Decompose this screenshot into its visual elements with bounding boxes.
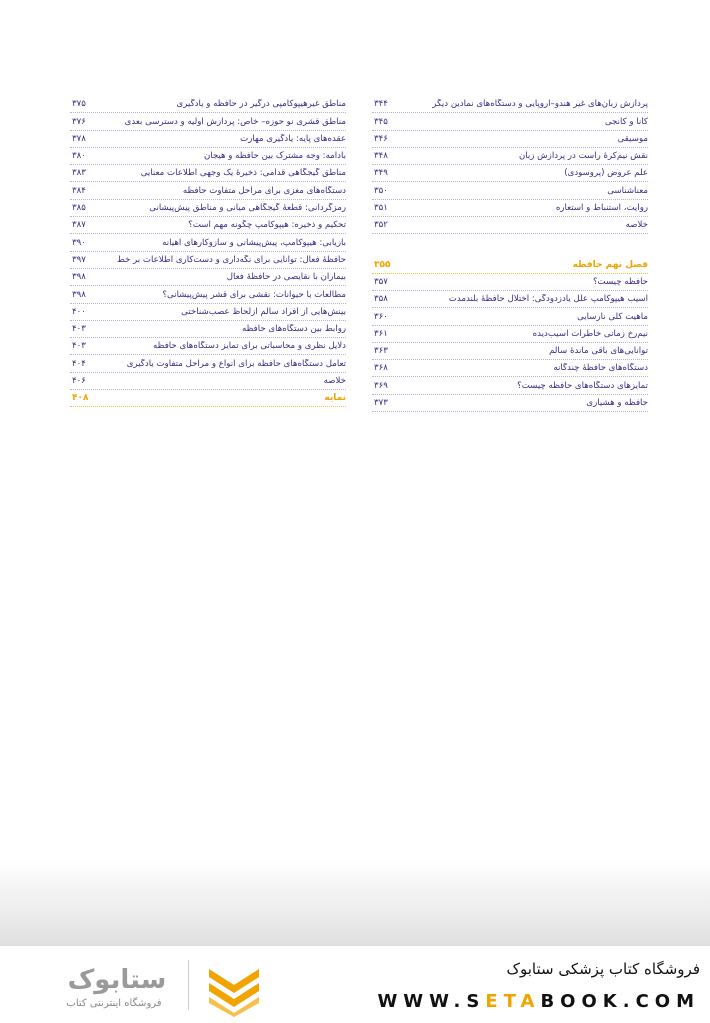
toc-entry-page: ۳۸۷: [72, 220, 86, 231]
toc-entry: [372, 182, 648, 199]
toc-entry-title: مناطق گیجگاهی قدامی: ذخیرهٔ یک وجهی اطلاعات معنایی: [140, 168, 346, 179]
toc-entry-page: ۳۷۸: [72, 133, 86, 144]
toc-chapter-page: ۳۵۵: [374, 259, 391, 270]
toc-entry: [372, 360, 648, 377]
toc-entry: [372, 217, 648, 234]
toc-entry: [70, 113, 346, 130]
toc-entry-page: ۳۸۳: [72, 168, 86, 179]
toc-entry-page: ۳۵۰: [374, 185, 388, 196]
toc-entry-title: حافظه چیست؟: [593, 276, 648, 287]
toc-entry-title: تمایزهای دستگاه‌های حافظه چیست؟: [517, 380, 648, 391]
store-url-suffix: BOOK.COM: [540, 991, 700, 1012]
toc-entry-page: ۳۵۸: [374, 294, 388, 305]
toc-chapter-title: فصل نهم حافظه: [572, 259, 648, 270]
toc-entry-title: خلاصه: [323, 376, 346, 387]
store-url[interactable]: [356, 991, 700, 1012]
toc-entry-page: ۴۰۳: [72, 324, 86, 335]
toc-entry-title: مناطق قشری نو حوزه– خاص: پردازش اولیه و دسترسی بعدی: [124, 116, 346, 127]
toc-entry: [70, 148, 346, 165]
toc-entry: [372, 308, 648, 325]
toc-entry-page: ۳۴۶: [374, 133, 388, 144]
toc-entry: [70, 131, 346, 148]
toc-entry-title: پردازش زبان‌های غیر هندو–اروپایی و دستگاه‌های نمادین دیگر: [432, 99, 648, 110]
logo-wordmark: ستابوک: [67, 965, 167, 995]
toc-entry-page: ۳۸۰: [72, 151, 86, 162]
toc-entry-page: ۴۰۶: [72, 376, 86, 387]
toc-entry: [372, 291, 648, 308]
toc-entry-title: نیم‌رخ زمانی خاطرات آسیب‌دیده: [532, 328, 648, 339]
toc-entry: [372, 165, 648, 182]
toc-entry-page: ۳۴۹: [374, 168, 388, 179]
toc-entry-page: ۳۶۹: [374, 380, 388, 391]
toc-entry-page: ۳۵۷: [374, 276, 388, 287]
toc-entry: [70, 96, 346, 113]
toc-entry-title: خلاصه: [625, 220, 648, 231]
toc-entry-title: موسیقی: [617, 133, 648, 144]
toc-entry: [372, 96, 648, 113]
store-footer: [0, 946, 710, 1023]
toc-entry-title: نقش نیم‌کرهٔ راست در پردازش زبان: [518, 151, 648, 162]
toc-entry: [70, 269, 346, 286]
toc-entry: [372, 131, 648, 148]
store-url-accent: ETA: [485, 991, 541, 1012]
toc-entry-title: بیماران با نقایصی در حافظهٔ فعال: [226, 272, 346, 283]
toc-entry-page: ۳۴۴: [374, 99, 388, 110]
toc-entry-page: ۳۹۰: [72, 237, 86, 248]
toc-entry: [70, 200, 346, 217]
toc-entry-page: ۳۷۵: [72, 99, 86, 110]
toc-entry: [70, 234, 346, 251]
toc-entry: [70, 338, 346, 355]
toc-left-column: [70, 96, 346, 407]
toc-entry-page: ۳۶۱: [374, 328, 388, 339]
toc-entry-title: علم عروض (پروسودی): [564, 168, 648, 179]
toc-right-column: [372, 96, 648, 412]
toc-entry-title: مطالعات با حیوانات: نقشی برای قشر پیش‌پیشانی؟: [162, 289, 346, 300]
toc-entry-title: رمزگردانی: قطعهٔ گیجگاهی میانی و مناطق پیش‌پیشانی: [149, 203, 346, 214]
toc-entry-title: دستگاه‌های مغزی برای مراحل متفاوت حافظه: [182, 185, 346, 196]
toc-entry: [70, 217, 346, 234]
toc-entry: [70, 165, 346, 182]
toc-entry-title: معناشناسی: [607, 185, 648, 196]
toc-entry-title: بادامه: وجه مشترک بین حافظه و هیجان: [203, 151, 346, 162]
toc-entry-title: تحکیم و ذخیره: هیپوکامپ چگونه مهم است؟: [188, 220, 346, 231]
toc-entry: [70, 373, 346, 390]
toc-entry-title: تعامل دستگاه‌های حافظه برای انواع و مراحل متفاوت یادگیری: [126, 358, 346, 369]
toc-entry-page: ۳۶۳: [374, 346, 388, 357]
toc-entry: [70, 182, 346, 199]
toc-entry: [372, 395, 648, 412]
toc-entry-page: ۳۹۸: [72, 289, 86, 300]
toc-entry-title: دلایل نظری و محاسباتی برای تمایز دستگاه‌های حافظه: [153, 341, 346, 352]
toc-entry-page: ۳۷۳: [374, 398, 388, 409]
toc-entry-page: ۳۴۸: [374, 151, 388, 162]
toc-index-entry: [70, 390, 346, 407]
toc-entry-page: ۳۹۸: [72, 272, 86, 283]
toc-entry: [70, 252, 346, 269]
toc-entry-page: ۴۰۴: [72, 358, 86, 369]
toc-index-title: نمایه: [324, 393, 346, 404]
toc-entry-title: مناطق غیرهیپوکامپی درگیر در حافظه و یادگیری: [176, 99, 346, 110]
toc-entry: [372, 343, 648, 360]
toc-entry-page: ۳۸۵: [72, 203, 86, 214]
toc-chapter-heading: [372, 256, 648, 273]
toc-entry: [70, 355, 346, 372]
store-name: فروشگاه کتاب پزشکی ستابوک: [506, 960, 700, 978]
toc-entry: [372, 326, 648, 343]
toc-entry-page: ۳۷۶: [72, 116, 86, 127]
toc-entry: [372, 200, 648, 217]
toc-entry-page: ۴۰۳: [72, 341, 86, 352]
toc-entry-title: روابط بین دستگاه‌های حافظه: [241, 324, 346, 335]
toc-entry: [372, 377, 648, 394]
logo-tagline: فروشگاه اینترنتی کتاب: [66, 998, 162, 1009]
logo-divider: [188, 960, 189, 1010]
toc-entry-page: ۳۸۴: [72, 185, 86, 196]
toc-entry: [70, 321, 346, 338]
book-logo-icon: [205, 959, 263, 1017]
toc-entry-title: کانا و کانجی: [604, 116, 648, 127]
toc-entry: [372, 274, 648, 291]
toc-entry-title: بینش‌هایی از افراد سالم ازلحاظ عصب‌شناختی: [181, 306, 346, 317]
toc-entry-title: حافظهٔ فعال: توانایی برای نگه‌داری و دست‌کاری اطلاعات بر خط: [116, 254, 346, 265]
toc-entry: [372, 148, 648, 165]
toc-index-page: ۴۰۸: [72, 393, 89, 404]
toc-entry-page: ۳۶۰: [374, 311, 388, 322]
toc-entry-title: حافظه و هشیاری: [586, 398, 648, 409]
toc-entry: [372, 113, 648, 130]
toc-entry-page: ۳۹۷: [72, 254, 86, 265]
toc-entry-title: ماهیت کلی نارسایی: [577, 311, 648, 322]
toc-entry-title: عقده‌های پایه: یادگیری مهارت: [240, 133, 346, 144]
toc-entry-title: بازیابی: هیپوکامپ، پیش‌پیشانی و سازوکارهای آهیانه: [162, 237, 346, 248]
toc-entry-title: روایت، استنباط و استعاره: [555, 203, 648, 214]
toc-entry: [70, 304, 346, 321]
store-url-prefix: WWW.S: [377, 991, 486, 1012]
toc-entry-page: ۳۴۵: [374, 116, 388, 127]
toc-entry-title: آسیب هیپوکامپ علل یادزدودگی: اختلال حافظهٔ بلندمدت: [448, 294, 648, 305]
toc-entry-page: ۴۰۰: [72, 306, 86, 317]
toc-entry-page: ۳۶۸: [374, 363, 388, 374]
toc-entry-page: ۳۵۲: [374, 220, 388, 231]
footer-gradient: [0, 860, 710, 946]
toc-entry-title: توانایی‌های باقی ماندهٔ سالم: [549, 346, 648, 357]
toc-entry: [70, 286, 346, 303]
toc-entry-page: ۳۵۱: [374, 203, 388, 214]
toc-entry-title: دستگاه‌های حافظهٔ چندگانه: [553, 363, 648, 374]
